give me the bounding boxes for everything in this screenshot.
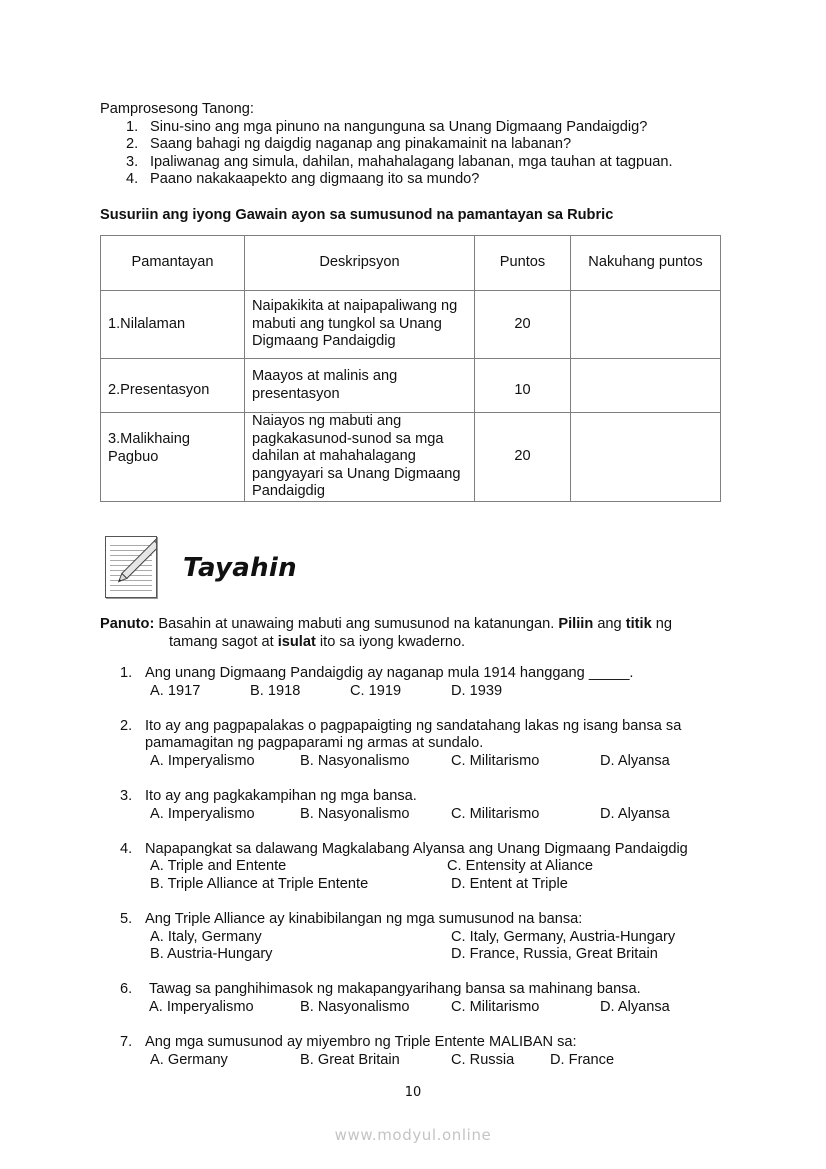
choice-c: C. Militarismo bbox=[451, 999, 540, 1015]
choice-a: A. Imperyalismo bbox=[150, 753, 255, 769]
process-questions-heading: Pamprosesong Tanong: bbox=[100, 101, 254, 117]
choice-d: D. Alyansa bbox=[600, 753, 670, 769]
question-number: 7. bbox=[120, 1034, 133, 1050]
watermark: www.modyul.online bbox=[334, 1126, 492, 1144]
choice-c: C. Militarismo bbox=[451, 753, 540, 769]
table-row bbox=[101, 413, 721, 502]
choice-a: A. Imperyalismo bbox=[149, 999, 254, 1015]
instructions-text: ng bbox=[651, 616, 672, 632]
description-cell: Naipakikita at naipapaliwang ng mabuti ang tungkol sa Unang Digmaang Pandaigdig bbox=[245, 291, 475, 359]
choice-d: D. France, Russia, Great Britain bbox=[451, 946, 658, 962]
choice-b: B. Nasyonalismo bbox=[300, 806, 410, 822]
instructions-text: ito sa iyong kwaderno. bbox=[315, 634, 466, 650]
header-pamantayan: Pamantayan bbox=[101, 236, 245, 291]
table-row bbox=[101, 291, 721, 359]
question-number: 2. bbox=[120, 718, 133, 734]
choice-b: B. Nasyonalismo bbox=[300, 999, 410, 1015]
question-text: Ang Triple Alliance ay kinabibilangan ng mga sumusunod na bansa: bbox=[145, 911, 583, 927]
question-number: 4. bbox=[120, 841, 133, 857]
question-number: 1. bbox=[120, 665, 133, 681]
choice-a: A. Germany bbox=[150, 1052, 228, 1068]
rubric-title: Susuriin ang iyong Gawain ayon sa sumusunod na pamantayan sa Rubric bbox=[100, 207, 614, 223]
instructions-text: Basahin at unawaing mabuti ang sumusunod na katanungan. bbox=[154, 616, 559, 632]
list-item-number: 2. bbox=[126, 136, 139, 152]
page-number: 10 bbox=[404, 1085, 422, 1100]
notepad-pencil-icon bbox=[105, 536, 157, 598]
rubric-table bbox=[100, 235, 721, 502]
list-item: Saang bahagi ng daigdig naganap ang pinakamainit na labanan? bbox=[150, 136, 572, 152]
question-text: Ang unang Digmaang Pandaigdig ay naganap mula 1914 hanggang _____. bbox=[145, 665, 634, 681]
list-item: Ipaliwanag ang simula, dahilan, mahahalagang labanan, mga tauhan at tagpuan. bbox=[150, 154, 673, 170]
question-text: Ito ay ang pagpapalakas o pagpapaigting ng sandatahang lakas ng isang bansa sa bbox=[145, 718, 682, 734]
score-cell bbox=[571, 413, 721, 502]
instructions-line-2 bbox=[169, 634, 465, 651]
choice-b: B. Nasyonalismo bbox=[300, 753, 410, 769]
choice-b: B. Austria-Hungary bbox=[150, 946, 273, 962]
header-nakuhang-puntos: Nakuhang puntos bbox=[571, 236, 721, 291]
table-header-row bbox=[101, 236, 721, 291]
choice-a: A. Triple and Entente bbox=[150, 858, 287, 874]
question-text: pamamagitan ng pagpaparami ng armas at sundalo. bbox=[145, 735, 484, 751]
choice-b: B. 1918 bbox=[250, 683, 301, 699]
choice-b: B. Great Britain bbox=[300, 1052, 400, 1068]
points-cell: 20 bbox=[475, 413, 571, 502]
list-item-number: 4. bbox=[126, 171, 139, 187]
section-title: Tayahin bbox=[183, 553, 297, 583]
instructions-text: tamang sagot at bbox=[169, 634, 278, 650]
points-cell: 20 bbox=[475, 291, 571, 359]
choice-c: C. Russia bbox=[451, 1052, 515, 1068]
choice-d: D. 1939 bbox=[451, 683, 503, 699]
choice-c: C. Militarismo bbox=[451, 806, 540, 822]
question-number: 3. bbox=[120, 788, 133, 804]
instructions-emphasis: Piliin bbox=[558, 616, 594, 632]
choice-a: A. Imperyalismo bbox=[150, 806, 255, 822]
description-cell: Maayos at malinis ang presentasyon bbox=[245, 359, 475, 413]
choice-d: D. Alyansa bbox=[600, 806, 670, 822]
question-text: Tawag sa panghihimasok ng makapangyarihang bansa sa mahinang bansa. bbox=[149, 981, 641, 997]
list-item: Paano nakakaapekto ang digmaang ito sa mundo? bbox=[150, 171, 480, 187]
description-cell: Naiayos ng mabuti ang pagkakasunod-sunod sa mga dahilan at mahahalagang pangyayari sa Unang Digmaang Pandaigdig bbox=[245, 413, 475, 502]
question-text: Ang mga sumusunod ay miyembro ng Triple Entente MALIBAN sa: bbox=[145, 1034, 577, 1050]
criteria-cell: 3.Malikhaing Pagbuo bbox=[101, 413, 245, 502]
choice-d: D. France bbox=[550, 1052, 615, 1068]
choice-d: D. Alyansa bbox=[600, 999, 670, 1015]
points-cell: 10 bbox=[475, 359, 571, 413]
list-item-number: 3. bbox=[126, 154, 139, 170]
header-puntos: Puntos bbox=[475, 236, 571, 291]
score-cell bbox=[571, 291, 721, 359]
instructions-line-1 bbox=[100, 616, 672, 633]
instructions-emphasis: titik bbox=[625, 616, 652, 632]
question-number: 5. bbox=[120, 911, 133, 927]
list-item-number: 1. bbox=[126, 119, 139, 135]
header-deskripsyon: Deskripsyon bbox=[245, 236, 475, 291]
question-text: Napapangkat sa dalawang Magkalabang Alyansa ang Unang Digmaang Pandaigdig bbox=[145, 841, 688, 857]
criteria-cell: 1.Nilalaman bbox=[101, 291, 245, 359]
choice-c: C. Italy, Germany, Austria-Hungary bbox=[451, 929, 676, 945]
list-item: Sinu-sino ang mga pinuno na nangunguna sa Unang Digmaang Pandaigdig? bbox=[150, 119, 648, 135]
choice-a: A. Italy, Germany bbox=[150, 929, 262, 945]
choice-c: C. Entensity at Aliance bbox=[447, 858, 594, 874]
choice-a: A. 1917 bbox=[150, 683, 201, 699]
instructions-label: Panuto: bbox=[100, 616, 155, 632]
question-number: 6. bbox=[120, 981, 133, 997]
choice-b: B. Triple Alliance at Triple Entente bbox=[150, 876, 369, 892]
choice-c: C. 1919 bbox=[350, 683, 402, 699]
criteria-cell: 2.Presentasyon bbox=[101, 359, 245, 413]
choice-d: D. Entent at Triple bbox=[451, 876, 568, 892]
instructions-emphasis: isulat bbox=[277, 634, 316, 650]
table-row bbox=[101, 359, 721, 413]
score-cell bbox=[571, 359, 721, 413]
instructions-text: ang bbox=[593, 616, 626, 632]
question-text: Ito ay ang pagkakampihan ng mga bansa. bbox=[145, 788, 417, 804]
